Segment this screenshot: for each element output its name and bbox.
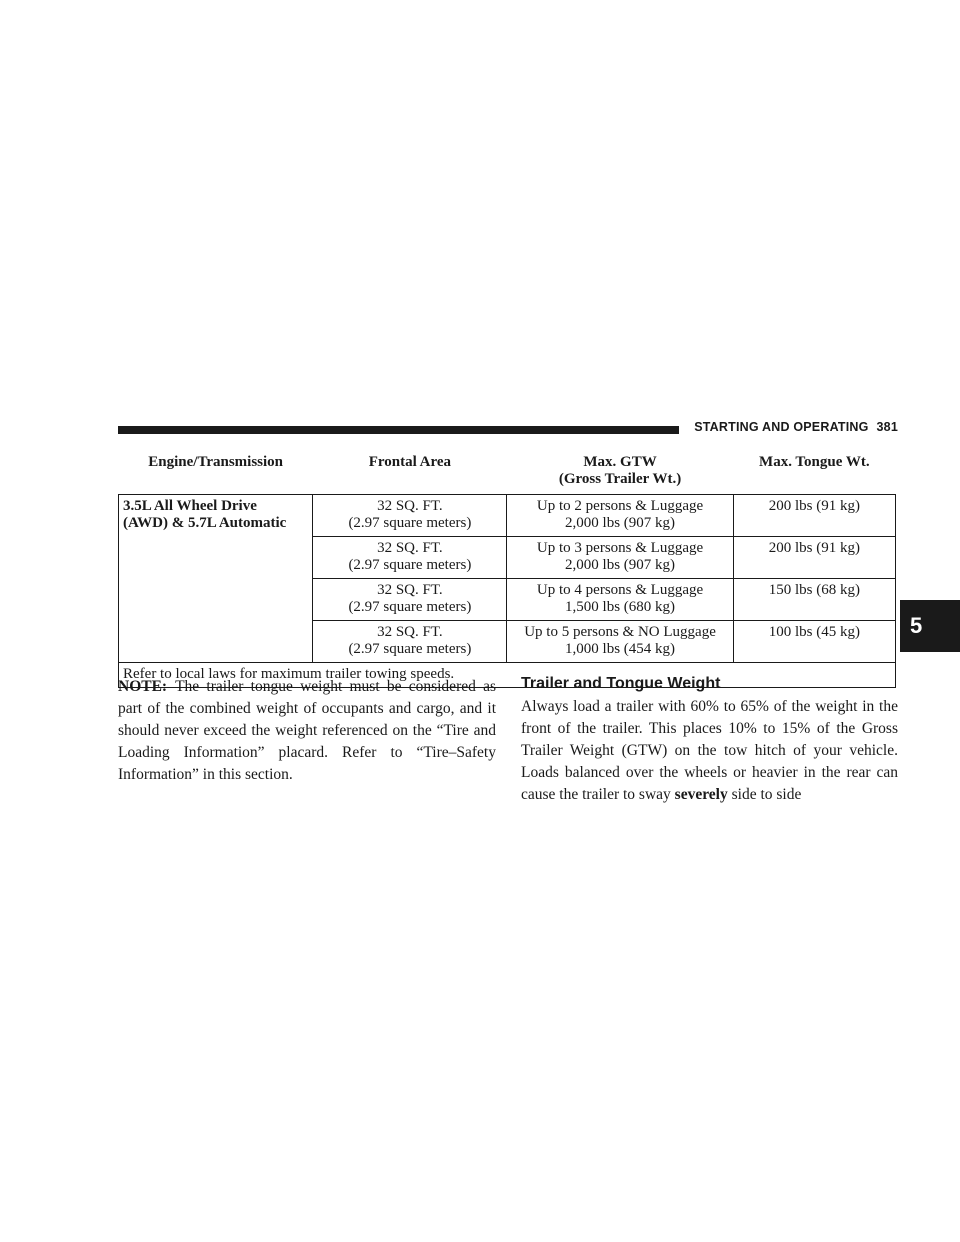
- running-header: [688, 420, 898, 434]
- col-engine-header: Engine/Transmission: [119, 451, 313, 495]
- gtw-cell: Up to 3 persons & Luggage 2,000 lbs (907 kg): [507, 537, 733, 579]
- tongue-cell: 200 lbs (91 kg): [733, 495, 895, 537]
- section-paragraph: Always load a trailer with 60% to 65% of the weight in the front of the trailer. This places 10% to 15% of the Gross Trailer Weight (GTW) on the tow hitch of your vehicle. Loads balanced over the wheels or heavier in the rear can cause the trailer to sway severely side to side: [521, 698, 898, 803]
- table-footnote: Refer to local laws for maximum trailer towing speeds.: [119, 663, 896, 688]
- gtw-cell: Up to 5 persons & NO Luggage 1,000 lbs (454 kg): [507, 621, 733, 663]
- page-number: 381: [876, 420, 898, 434]
- section-heading: Trailer and Tongue Weight: [521, 675, 721, 692]
- engine-cell: 3.5L All Wheel Drive (AWD) & 5.7L Automatic: [119, 495, 313, 663]
- tongue-cell: 200 lbs (91 kg): [733, 537, 895, 579]
- emphasis-text: severely: [674, 786, 728, 803]
- gtw-cell: Up to 4 persons & Luggage 1,500 lbs (680 kg): [507, 579, 733, 621]
- col-gtw-header: Max. GTW (Gross Trailer Wt.): [507, 451, 733, 495]
- section-title: STARTING AND OPERATING: [694, 420, 869, 434]
- frontal-area-cell: 32 SQ. FT. (2.97 square meters): [313, 537, 507, 579]
- tongue-weight-section: [521, 674, 898, 806]
- note-text: The trailer tongue weight must be considered as part of the combined weight of occupants and cargo, and it should never exceed the weight referenced on the “Tire and Loading Information” placard. Refer to “Tire–Safety Information” in this section.: [118, 678, 496, 783]
- col-frontal-area-header: Frontal Area: [313, 451, 507, 495]
- col-tongue-header: Max. Tongue Wt.: [733, 451, 895, 495]
- tongue-cell: 100 lbs (45 kg): [733, 621, 895, 663]
- frontal-area-cell: 32 SQ. FT. (2.97 square meters): [313, 621, 507, 663]
- table-header-row: [119, 451, 896, 495]
- table-row: [119, 495, 896, 537]
- note-paragraph: [118, 676, 496, 786]
- tongue-cell: 150 lbs (68 kg): [733, 579, 895, 621]
- chapter-tab: 5: [900, 600, 960, 652]
- gtw-cell: Up to 2 persons & Luggage 2,000 lbs (907 kg): [507, 495, 733, 537]
- header-rule: [118, 426, 679, 434]
- frontal-area-cell: 32 SQ. FT. (2.97 square meters): [313, 495, 507, 537]
- note-label: NOTE:: [118, 678, 168, 695]
- towing-spec-table: [118, 451, 896, 688]
- frontal-area-cell: 32 SQ. FT. (2.97 square meters): [313, 579, 507, 621]
